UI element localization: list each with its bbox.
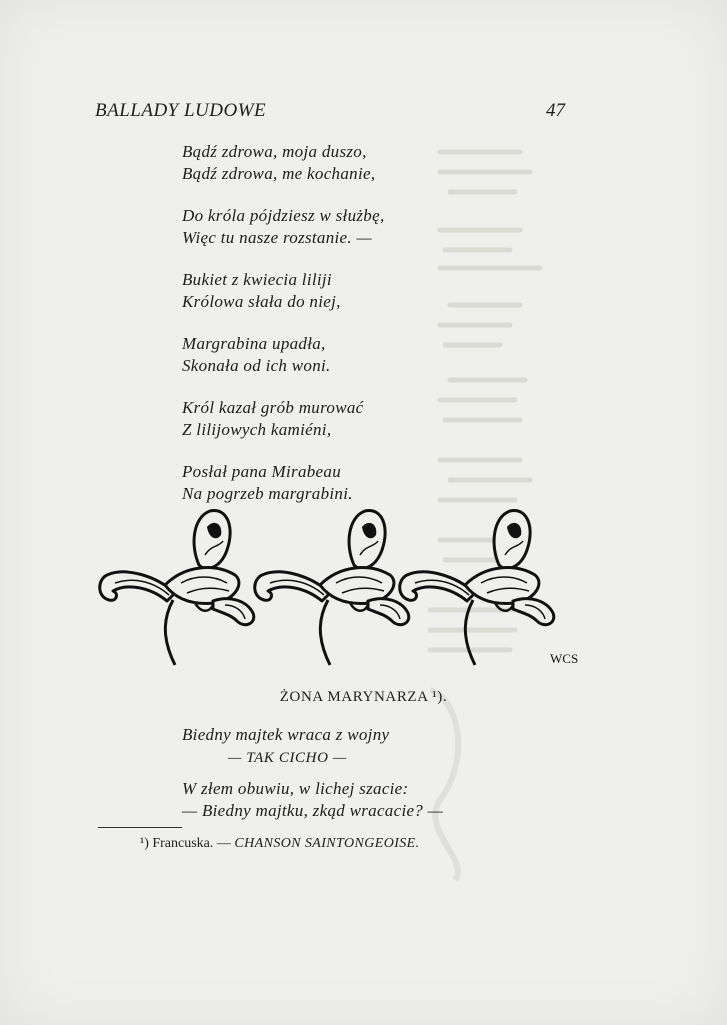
page-number: 47	[546, 100, 565, 121]
section-title-text: ŻONA MARYNARZA	[279, 689, 428, 705]
poem-line: Bukiet z kwiecia liliji	[182, 270, 332, 289]
poem-sailor-wife	[182, 724, 542, 822]
footnote-marker: ¹)	[140, 836, 149, 851]
stanza	[182, 141, 522, 185]
page-header	[95, 100, 565, 124]
lily-flowers-vignette-icon	[95, 505, 579, 670]
footnote	[140, 836, 420, 852]
stanza	[182, 397, 522, 441]
poem-line: Więc tu nasze rozstanie. —	[182, 228, 372, 247]
stanza	[182, 461, 522, 505]
poem-line: W złem obuwiu, w lichej szacie:	[182, 779, 409, 798]
poem-line: Do króla pójdziesz w służbę,	[182, 206, 385, 225]
poem-ballad	[182, 141, 522, 525]
poem-line: Bądź zdrowa, me kochanie,	[182, 164, 376, 183]
poem-line: Biedny majtek wraca z wojny	[182, 725, 390, 744]
illustrator-signature: WCS	[550, 651, 579, 666]
poem-line: Król kazał grób murować	[182, 398, 364, 417]
poem-line: Królowa słała do niej,	[182, 292, 341, 311]
footnote-rule	[98, 827, 182, 828]
poem-line: Posłał pana Mirabeau	[182, 462, 341, 481]
running-head: BALLADY LUDOWE	[95, 100, 267, 121]
stanza	[182, 205, 522, 249]
poem-refrain: — TAK CICHO —	[228, 750, 347, 766]
footnote-source: CHANSON SAINTONGEOISE.	[234, 836, 420, 851]
section-footnote-marker: ¹).	[432, 689, 448, 705]
poem-line: Z lilijowych kamiéni,	[182, 420, 332, 439]
stanza	[182, 269, 522, 313]
poem-line: Na pogrzeb margrabini.	[182, 484, 353, 503]
poem-line: Bądź zdrowa, moja duszo,	[182, 142, 367, 161]
section-title	[0, 689, 727, 706]
poem-line: Margrabina upadła,	[182, 334, 326, 353]
poem-line: — Biedny majtku, zkąd wracacie? —	[182, 801, 444, 820]
poem-line: Skonała od ich woni.	[182, 356, 331, 375]
footnote-text: Francuska. —	[152, 836, 231, 851]
stanza	[182, 333, 522, 377]
